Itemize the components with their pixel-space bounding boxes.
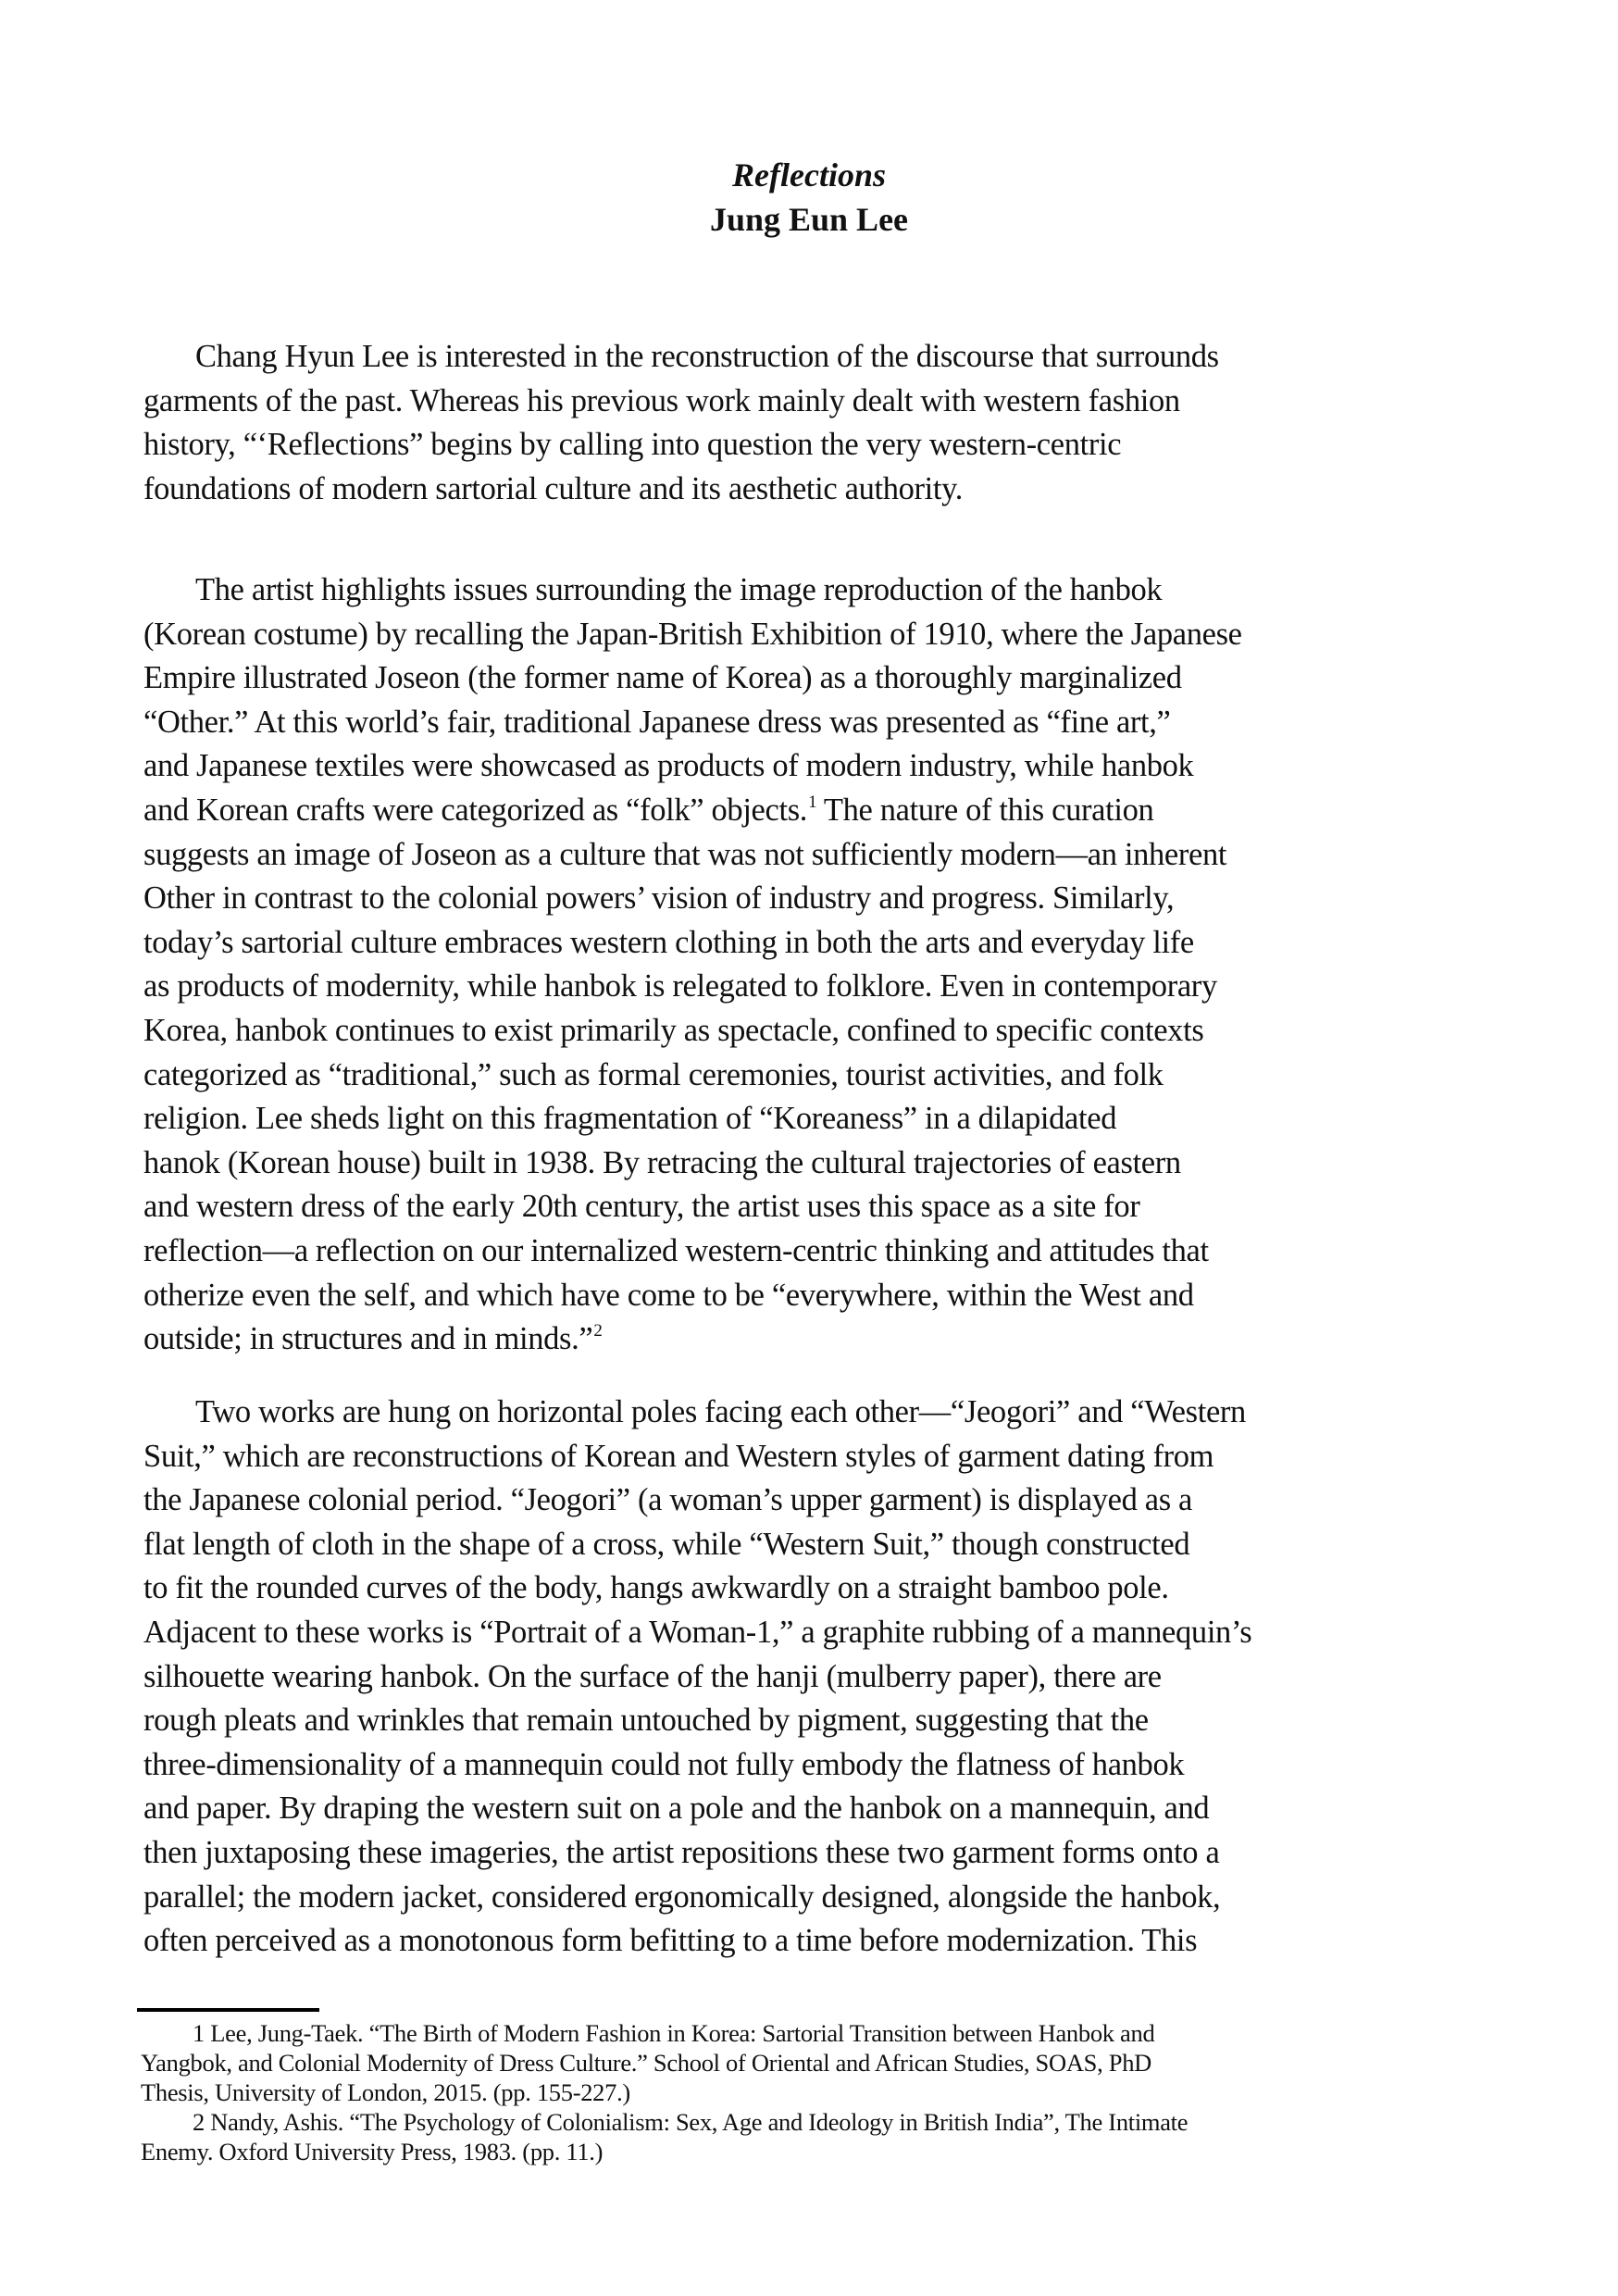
text-line: as products of modernity, while hanbok is relegated to folklore. Even in contemporary [143,968,1217,1004]
text-line: three-dimensionality of a mannequin could not fully embody the flatness of hanbok [143,1746,1185,1782]
article-header [0,153,1618,242]
text-line: otherize even the self, and which have come to be “everywhere, within the West and [143,1277,1194,1313]
footnotes [141,2018,1501,2166]
article-title: Reflections [732,156,886,193]
footnote-1 [141,2018,1501,2107]
text-line: and western dress of the early 20th century, the artist uses this space as a site for [143,1189,1140,1225]
text-line: Other in contrast to the colonial powers’ vision of industry and progress. Similarly, [143,880,1175,917]
text-line: foundations of modern sartorial culture and its aesthetic authority. [143,470,964,506]
paragraph-3 [143,1391,1495,1964]
text-line: and Japanese textiles were showcased as products of modern industry, while hanbok [143,748,1194,784]
text-line: reflection—a reflection on our internalized western-centric thinking and attitudes that [143,1232,1209,1268]
footnote-reference-2[interactable]: 2 [593,1321,603,1341]
footnote-line: 2 Nandy, Ashis. “The Psychology of Colonialism: Sex, Age and Ideology in British India”, The Intimate [193,2108,1189,2136]
text-line: to fit the rounded curves of the body, hangs awkwardly on a straight bamboo pole. [143,1570,1169,1606]
paragraph-2 [143,568,1495,1362]
footnote-line: Yangbok, and Colonial Modernity of Dress Culture.” School of Oriental and African Studies, SOAS, PhD [141,2049,1151,2077]
text-line [143,1317,1495,1362]
text-line: Chang Hyun Lee is interested in the reconstruction of the discourse that surrounds [195,339,1219,374]
text-line: and paper. By draping the western suit on a pole and the hanbok on a mannequin, and [143,1791,1210,1827]
text-line: silhouette wearing hanbok. On the surface of the hanji (mulberry paper), there are [143,1658,1162,1694]
footnote-line: 1 Lee, Jung-Taek. “The Birth of Modern Fashion in Korea: Sartorial Transition between Hanbok and [193,2019,1155,2047]
text-line: then juxtaposing these imageries, the artist repositions these two garment forms onto a [143,1834,1220,1870]
text-line: categorized as “traditional,” such as formal ceremonies, tourist activities, and folk [143,1056,1164,1092]
text-line: history, “‘Reflections” begins by calling into question the very western-centric [143,427,1122,463]
footnote-reference-1[interactable]: 1 [808,792,817,812]
text-line: Suit,” which are reconstructions of Korean and Western styles of garment dating from [143,1438,1214,1474]
text-line: today’s sartorial culture embraces western clothing in both the arts and everyday life [143,924,1194,960]
text-line: often perceived as a monotonous form befitting to a time before modernization. This [143,1923,1198,1959]
text-line: Adjacent to these works is “Portrait of a Woman-1,” a graphite rubbing of a mannequin’s [143,1614,1252,1650]
text-line: Two works are hung on horizontal poles facing each other—“Jeogori” and “Western [195,1394,1246,1429]
text-line: Empire illustrated Joseon (the former name of Korea) as a thoroughly marginalized [143,660,1182,696]
article-author: Jung Eun Lee [709,201,909,238]
text-line: Korea, hanbok continues to exist primarily as spectacle, confined to specific contexts [143,1012,1204,1048]
text-line: The artist highlights issues surrounding the image reproduction of the hanbok [195,572,1163,607]
text-segment: outside; in structures and in minds.” [143,1321,593,1357]
text-line [143,789,1495,833]
text-line: the Japanese colonial period. “Jeogori” (a woman’s upper garment) is displayed as a [143,1482,1193,1518]
text-line: rough pleats and wrinkles that remain untouched by pigment, suggesting that the [143,1703,1149,1739]
footnote-2 [141,2107,1501,2166]
text-line: parallel; the modern jacket, considered ergonomically designed, alongside the hanbok, [143,1878,1221,1915]
footnote-separator [137,2008,319,2012]
footnote-line: Thesis, University of London, 2015. (pp. 155-227.) [141,2078,630,2106]
text-line: flat length of cloth in the shape of a cross, while “Western Suit,” though constructed [143,1526,1190,1562]
text-segment: The nature of this curation [816,792,1154,828]
text-line: religion. Lee sheds light on this fragmentation of “Koreaness” in a dilapidated [143,1101,1117,1137]
text-line: hanok (Korean house) built in 1938. By retracing the cultural trajectories of eastern [143,1144,1181,1180]
footnote-line: Enemy. Oxford University Press, 1983. (pp. 11.) [141,2138,604,2165]
text-line: “Other.” At this world’s fair, traditional Japanese dress was presented as “fine art,” [143,704,1171,740]
text-line: suggests an image of Joseon as a culture that was not sufficiently modern—an inherent [143,836,1227,872]
text-segment: and Korean crafts were categorized as “folk” objects. [143,792,808,828]
text-line: garments of the past. Whereas his previous work mainly dealt with western fashion [143,382,1180,418]
text-line: (Korean costume) by recalling the Japan-British Exhibition of 1910, where the Japanese [143,616,1242,652]
paragraph-1 [143,335,1495,511]
